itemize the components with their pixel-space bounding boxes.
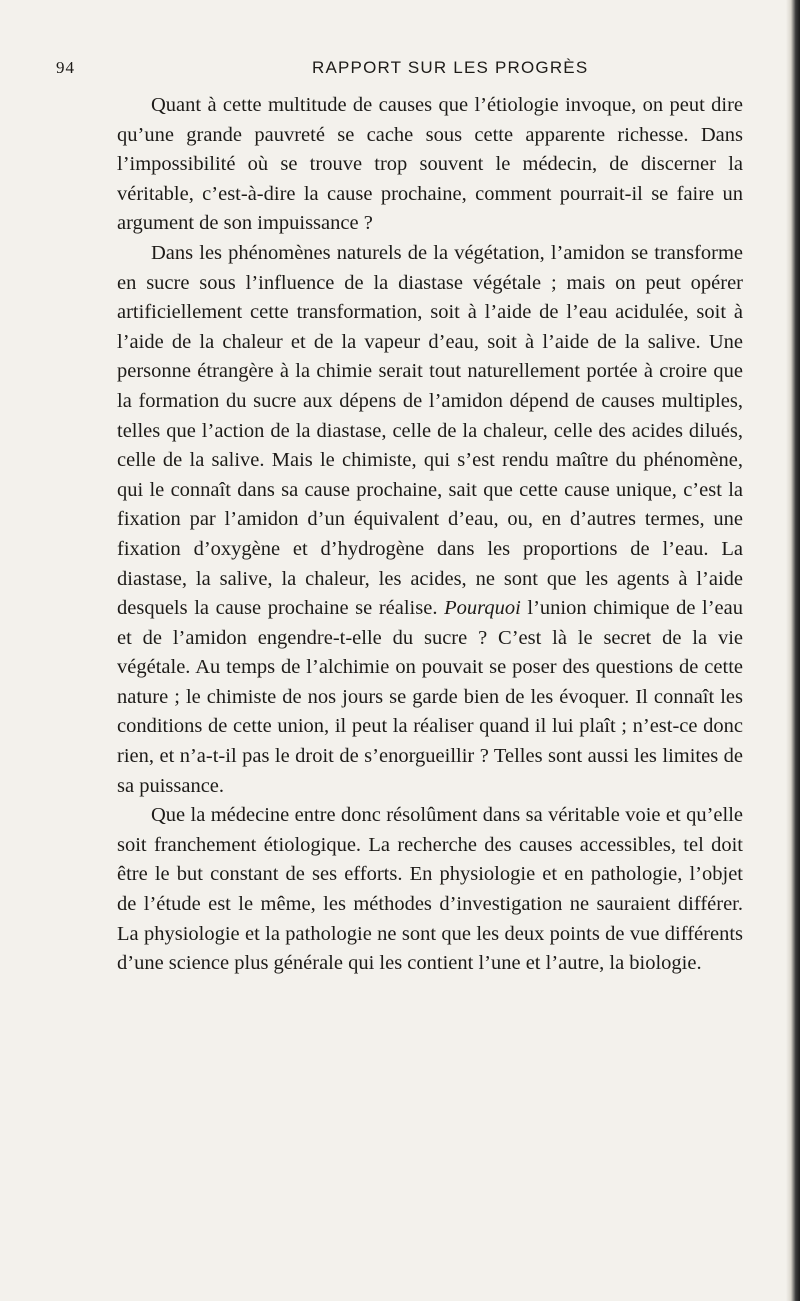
running-header <box>56 58 756 82</box>
paragraph-2 <box>117 239 743 801</box>
paragraph-text: Dans les phénomènes naturels de la végétation, l’amidon se transforme en sucre sous l’influence de la diastase végétale ; mais on peut opérer artificiellement cette transformation, soit à l’aide de l’eau acidulée, soit à l’aide de la chaleur et de la vapeur d’eau, soit à l’aide de la salive. Une personne étrangère à la chimie serait tout naturellement portée à croire que la formation du sucre aux dépens de l’amidon dépend de causes multiples, telles que l’action de la diastase, celle de la chaleur, celle des acides dilués, celle de la salive. Mais le chimiste, qui s’est rendu maître du phénomène, qui le connaît dans sa cause prochaine, sait que cette cause unique, c’est la fixation par l’amidon d’un équivalent d’eau, ou, en d’autres termes, une fixation d’oxygène et d’hydrogène dans les proportions de l’eau. La diastase, la salive, la chaleur, les acides, ne sont que les agents à l’aide desquels la cause prochaine se réalise. <box>117 241 743 620</box>
page-binding-edge <box>786 0 800 1301</box>
paragraph-1 <box>117 91 743 239</box>
running-title: RAPPORT SUR LES PROGRÈS <box>312 58 589 77</box>
paragraph-3 <box>117 801 743 979</box>
paragraph-text: l’union chimique de l’eau et de l’amidon engendre-t-elle du sucre ? C’est là le secret de la vie végétale. Au temps de l’alchimie on pouvait se poser des questions de cette nature ; le chimiste de nos jours se garde bien de les évoquer. Il connaît les conditions de cette union, il peut la réaliser quand il lui plaît ; n’est-ce donc rien, et n’a-t-il pas le droit de s’enorgueillir ? Telles sont aussi les limites de sa puissance. <box>117 597 744 797</box>
paragraph-text: Que la médecine entre donc résolûment dans sa véritable voie et qu’elle soit franchement étiologique. La recherche des causes accessibles, tel doit être le but constant de ses efforts. En physiologie et en pathologie, l’objet de l’étude est le même, les méthodes d’investigation ne sauraient différer. La physiologie et la pathologie ne sont que les deux points de vue différents d’une science plus générale qui les contient l’une et l’autre, la biologie. <box>117 804 743 975</box>
paragraph-text: Quant à cette multitude de causes que l’étiologie invoque, on peut dire qu’une grande pauvreté se cache sous cette apparente richesse. Dans l’impossibilité où se trouve trop souvent le médecin, de discerner la véritable, c’est-à-dire la cause prochaine, comment pourrait-il se faire un argument de son impuissance ? <box>117 94 743 235</box>
body-text <box>117 91 743 979</box>
italic-emphasis: Pourquoi <box>444 597 521 620</box>
page-number: 94 <box>56 58 75 77</box>
